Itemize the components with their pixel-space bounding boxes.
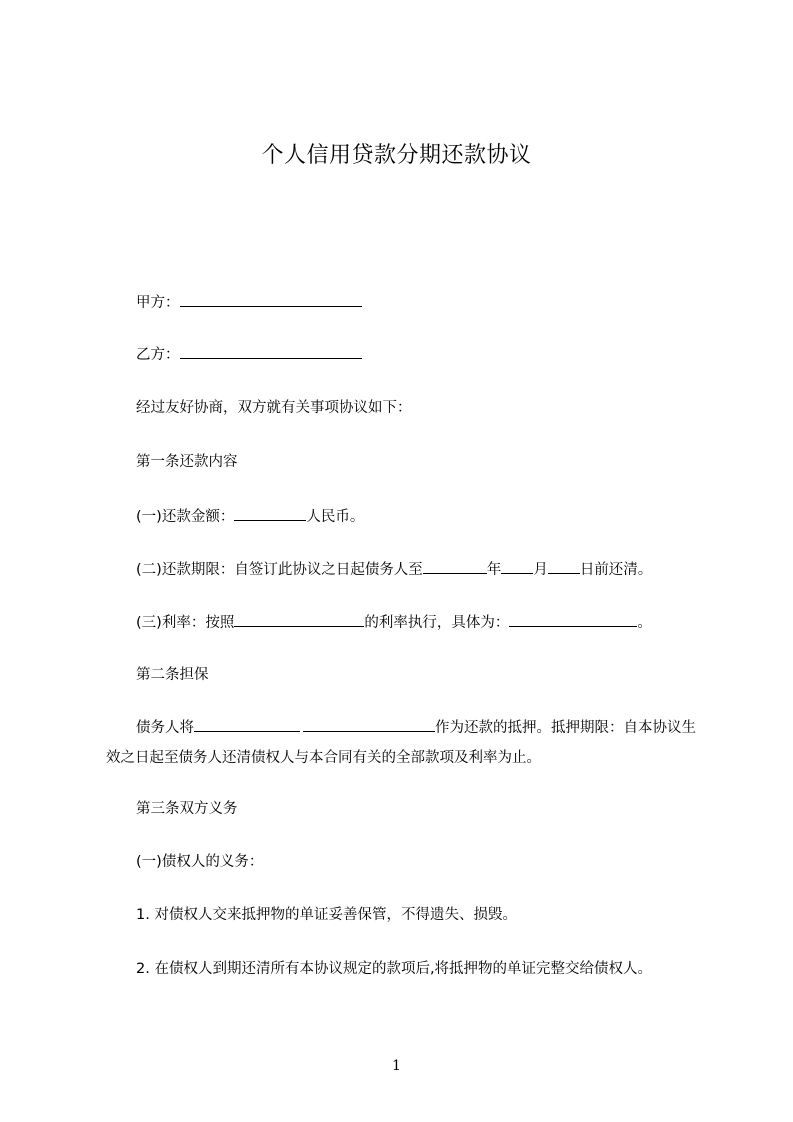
day-blank[interactable] xyxy=(548,559,580,574)
rate-label: (三)利率：按照 xyxy=(136,615,235,631)
article1-item3 xyxy=(136,612,652,633)
collateral-prefix: 债务人将 xyxy=(136,720,194,736)
amount-suffix: 人民币。 xyxy=(306,509,365,525)
collateral-blank-2[interactable] xyxy=(303,717,435,732)
rate-detail-blank[interactable] xyxy=(509,612,637,627)
party-b-line xyxy=(136,344,362,365)
article2-text xyxy=(106,713,706,773)
party-a-label: 甲方： xyxy=(136,295,180,311)
article1-heading: 第一条还款内容 xyxy=(136,454,238,470)
collateral-suffix: 作为还款的抵押。抵押期限：自本协议生效之日起至债务人还清债权人与本合同有关的全部款项及利率为止。 xyxy=(106,720,696,766)
year-label: 年 xyxy=(486,562,502,578)
party-b-blank[interactable] xyxy=(180,344,362,359)
rate-mid: 的利率执行，具体为： xyxy=(364,615,510,631)
rate-suffix: 。 xyxy=(637,615,652,631)
collateral-blank-1[interactable] xyxy=(194,717,300,732)
article3-point2: 2. 在债权人到期还清所有本协议规定的款项后,将抵押物的单证完整交给债权人。 xyxy=(136,961,653,977)
article3-heading: 第三条双方义务 xyxy=(136,801,238,817)
party-a-blank[interactable] xyxy=(180,292,362,307)
rate-basis-blank[interactable] xyxy=(234,612,364,627)
article3-sub1: (一)债权人的义务： xyxy=(136,854,264,870)
document-title: 个人信用贷款分期还款协议 xyxy=(261,143,532,168)
month-blank[interactable] xyxy=(501,559,533,574)
year-blank[interactable] xyxy=(423,559,487,574)
article1-item2 xyxy=(136,559,652,580)
month-label: 月 xyxy=(533,562,548,578)
article3-point1: 1. 对债权人交来抵押物的单证妥善保管，不得遗失、损毁。 xyxy=(136,907,517,923)
party-a-line xyxy=(136,292,362,313)
intro-text: 经过友好协商，双方就有关事项协议如下： xyxy=(136,400,412,416)
term-label: (二)还款期限：自签订此协议之日起债务人至 xyxy=(136,562,423,578)
page-number: 1 xyxy=(392,1058,401,1074)
day-label: 日前还清。 xyxy=(579,562,653,578)
article2-heading: 第二条担保 xyxy=(136,667,209,683)
amount-label: (一)还款金额： xyxy=(136,509,235,525)
article1-item1 xyxy=(136,506,364,527)
amount-blank[interactable] xyxy=(234,506,306,521)
party-b-label: 乙方： xyxy=(136,347,180,363)
